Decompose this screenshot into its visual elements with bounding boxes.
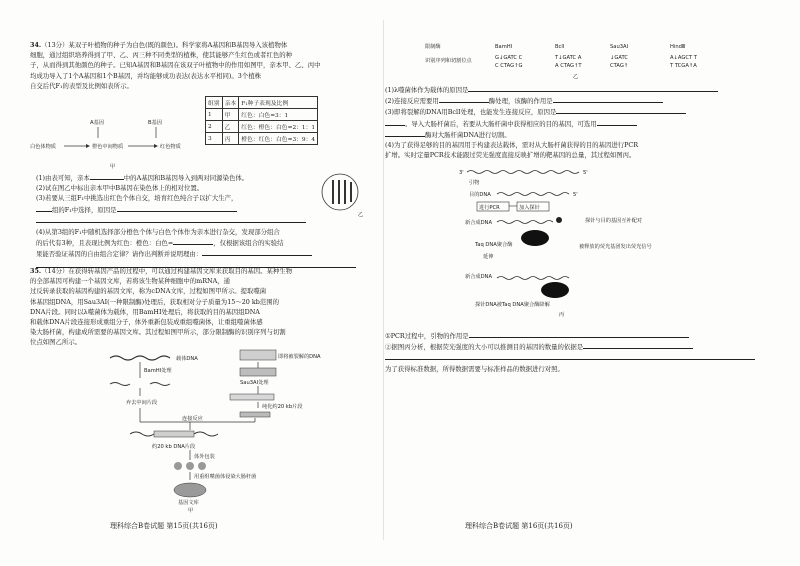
- middle-substance: 橙色中间物质: [92, 144, 124, 150]
- q35-sub-3b: 。导入大肠杆菌后，若要从大肠杆菌中获得相应的目的基因，可选用: [385, 118, 765, 129]
- end-label: 3': [459, 170, 464, 176]
- q35-line-5: DNA片段。同时以λ噬菌体为载体，用BamHⅠ处理后，将获取的目的基因组DNA: [30, 307, 260, 316]
- pcr-caption: 丙: [559, 312, 565, 318]
- q35-sub-3c: 酶对大肠杆菌DNA进行切割。: [385, 129, 765, 140]
- new-chain-label: 新合成DNA: [465, 220, 492, 226]
- new-dna-label: 新合成DNA: [465, 274, 492, 280]
- pathway-figure: [30, 116, 200, 172]
- answer-line: [385, 352, 765, 363]
- dye-note: 被释放的荧光基团发出荧光信号: [579, 244, 652, 250]
- answer-line: [36, 215, 326, 226]
- primer-label: 引物: [469, 180, 480, 186]
- step1-box: 进行PCR: [479, 205, 500, 211]
- library-label: 基因文库: [178, 500, 199, 506]
- q35-line-4: 体基因组DNA，用Sau3AⅠ(一种限制酶)处理后，获取相对分子质量为15～20 kb范围的: [30, 297, 280, 306]
- q35-line-8: 位点如图乙所示。: [30, 338, 82, 347]
- table-cell: 红色：橙色：白色=2：1：1: [239, 121, 318, 133]
- table-cell: 甲: [222, 109, 239, 121]
- bottom-note: 探针DNA被Taq DNA聚合酶降解: [475, 302, 550, 308]
- q35-line-7: 染大肠杆菌，构建成所需要的基因文库。其过程如图甲所示，部分限制酶的识别序列与切割: [30, 328, 286, 337]
- enzyme-name: Sau3AⅠ: [610, 44, 629, 50]
- q35-line-3: 过反转录获取的基因构建的基因文库，称为cDNA文库，过程如图甲所示。提取噬菌: [30, 287, 267, 296]
- table-row: [206, 121, 318, 133]
- site-row-label: 识别序列和切割位点: [425, 58, 472, 64]
- q34-line-2: 细胞，通过组织培养得到了甲、乙、丙三种不同类型的植株，使其能够产生红色或者红色的种: [30, 51, 293, 60]
- site-top-strand: G↓GATC C: [495, 55, 523, 61]
- ligation-label: 连接反应: [182, 416, 203, 422]
- site-bottom-strand: A CTAG↑T: [555, 63, 582, 69]
- right-page: [385, 0, 775, 566]
- carrier-dna-label: 载体DNA: [176, 356, 198, 362]
- q34-line-4: 均成功导入了1个A基因和1个B基因，并均能够成功表达(表达水平相同)。3个植株: [30, 71, 261, 80]
- enzyme-name: BamHⅠ: [495, 44, 513, 50]
- remove-middle-label: 弃去中间片段: [126, 400, 158, 406]
- q35-sub-4e: 为了获得标准数据，所得数据需要与标准样品的数据进行对照。: [385, 364, 564, 373]
- enzyme-name: BclⅠ: [555, 44, 565, 50]
- table-cell: 2: [206, 121, 223, 133]
- q35-sub-2: (2)连接反应需要用 酶处理，该酶的作用是: [385, 95, 765, 106]
- left-page: [30, 0, 385, 566]
- q35-sub-4d: ②据图丙分析，根据荧光强度的大小可以推测目的基因的数量的依据是: [385, 341, 765, 352]
- table-row: [206, 133, 318, 145]
- package-label: 体外包装: [194, 454, 215, 460]
- table-header: 组别: [206, 97, 223, 109]
- site-bottom-strand: C CTAG↑G: [495, 63, 523, 69]
- q35-sub-1: (1)λ噬菌体作为载体的原因是: [385, 84, 765, 95]
- purify-label: 纯化约20 kb片段: [262, 404, 303, 410]
- q34-line-5: 自交后代F₁的表型及比例如表所示。: [30, 81, 133, 90]
- pcr-figure: [455, 166, 695, 316]
- q35-sub-3: (3)即将裂解的DNA用BclⅠ处理，也能发生连接反应，原因是: [385, 106, 765, 117]
- table-row: [206, 109, 318, 121]
- q35-line-6: 和载体DNA片段连接形成重组分子，体外重新包装成重组噬菌体，让重组噬菌体感: [30, 318, 263, 327]
- q34-sub-4c: 果能否验证基因的自由组合定律？请作出判断并说明理由：: [36, 248, 366, 259]
- q35-sub-4b: 扩增。实时定量PCR技术能跟过荧光强度直接反映扩增的靶基因的总量，其过程如图丙。: [385, 151, 636, 160]
- end-label: 5': [573, 192, 578, 198]
- table-cell: 1: [206, 109, 223, 121]
- library-flow-figure: [90, 350, 330, 514]
- q35-sub-4c: ①PCR过程中，引物的作用是: [385, 330, 765, 341]
- table-cell: 红色：白色=3：1: [239, 109, 318, 121]
- gene-b-label: B基因: [148, 120, 162, 126]
- q34-line-1: 34.（13分）某双子叶植物的种子为白色(既的颜色)。科学家将A基因和B基因导入该植物体: [30, 41, 288, 49]
- site-bottom-strand: CTAG↑: [610, 63, 629, 69]
- f1-table: [205, 96, 318, 145]
- table-cell: 乙: [222, 121, 239, 133]
- q34-line-3: 子，从而得到其他颜色的种子。已知A基因和B基因在该双子叶植物中的作用如图甲，亲本甲、乙、丙中: [30, 61, 321, 70]
- q34-sub-4: (4)从第3组的F₁中随机选择部分橙色个体与白色个体作为亲本进行杂交，发现部分组合: [36, 228, 280, 236]
- bamh1-label: BamHⅠ处理: [144, 368, 172, 374]
- figure-a-caption: 甲: [110, 164, 116, 170]
- q35-line-2: 的全部基因可构建一个基因文库，若将该生物某种细胞中的mRNA，通: [30, 277, 231, 286]
- end-label: 5': [583, 170, 588, 176]
- site-top-strand: T↓GATC A: [555, 55, 582, 61]
- enzyme-table: [425, 40, 725, 80]
- q35-sub-4: (4)为了获得足够的目的基因用于构建表达载体，需对从大肠杆菌获得的目的基因进行PCR: [385, 141, 639, 150]
- right-footer: 理科综合B卷试题 第16页(共16页): [465, 522, 573, 530]
- figure-flow-caption: 甲: [188, 508, 194, 514]
- q34-sub-2: (2)试在图乙中标出亲本甲中B基因在染色体上的相对位置。: [36, 184, 204, 193]
- site-bottom-strand: T TCGA↑A: [670, 63, 697, 69]
- target-label: 目的DNA: [469, 192, 491, 198]
- enzyme-name: HindⅢ: [670, 44, 686, 50]
- red-substance: 红色物质: [160, 144, 181, 150]
- q34-sub-3: (3)若要从三组F₁中挑选出红色个体自交，培育红色纯合子以扩大生产，: [36, 194, 238, 203]
- left-footer: 理科综合B卷试题 第15页(共16页): [110, 522, 218, 530]
- table-header: 亲本: [222, 97, 239, 109]
- probe-note: 探针与目的基因互补配对: [585, 218, 643, 224]
- gene-a-label: A基因: [90, 120, 104, 126]
- sau3a-label: Sau3AⅠ处理: [240, 380, 269, 386]
- figure-b-caption: 乙: [358, 212, 364, 218]
- table-cell: 3: [206, 133, 223, 145]
- infect-label: 用重组噬菌体侵染大肠杆菌: [194, 474, 257, 480]
- table-header: F₁种子表现及比例: [239, 97, 318, 109]
- enzyme-table-caption: 乙: [573, 74, 579, 80]
- site-top-strand: A↓AGCT T: [670, 55, 697, 61]
- extend-label: 延伸: [483, 254, 494, 260]
- step2-box: 加入探针: [519, 205, 540, 211]
- table-cell: 橙色：红色：白色=3：9：4: [239, 133, 318, 145]
- taq-label: Taq DNA聚合酶: [475, 242, 513, 248]
- donor-dna-label: 即将被裂解的DNA: [278, 354, 321, 360]
- enzyme-row-label: 限制酶: [425, 44, 441, 50]
- q34-sub-3b: 组的F₁中选择，原因是: [36, 204, 326, 215]
- enzyme-columns: [495, 44, 698, 69]
- q34-sub-1: (1)由表可知，亲本 中的A基因和B基因导入到两对同源染色体。: [36, 174, 249, 182]
- table-cell: 丙: [222, 133, 239, 145]
- q35-line-1: 35.（14分）在获得转基因产品的过程中，可以通过构建基因文库来获取目的基因。某种生物: [30, 267, 293, 275]
- white-substance: 白色体物质: [30, 144, 56, 150]
- fragment-label: 约20 kb DNA片段: [152, 444, 196, 450]
- q34-sub-4b: 的后代有3种，且表现比例为红色：橙色：白色= ，仅根据该组合的实验结: [36, 239, 284, 248]
- site-top-strand: ↓GATC: [610, 55, 628, 61]
